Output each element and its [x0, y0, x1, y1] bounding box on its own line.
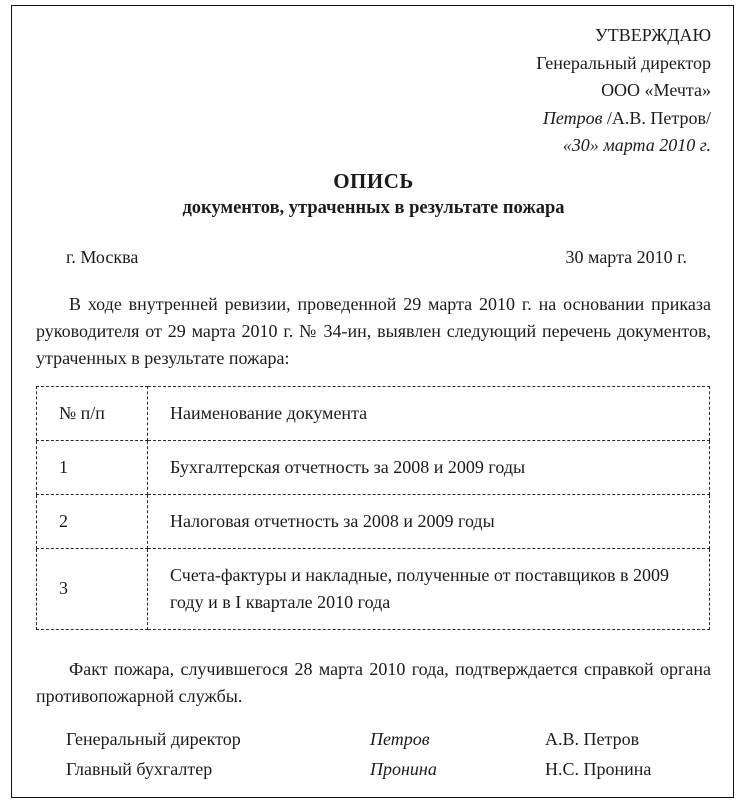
cell-number: 1	[37, 440, 148, 494]
cell-number: 2	[37, 494, 148, 548]
signature-name: А.В. Петров	[545, 728, 640, 749]
lost-documents-table	[36, 386, 710, 630]
signature-autograph: Пронина	[370, 758, 437, 779]
approval-word: УТВЕРЖДАЮ	[594, 25, 711, 45]
approval-role: Генеральный директор	[536, 52, 711, 73]
header-cell-name: Наименование документа	[148, 386, 710, 440]
table-row	[37, 494, 710, 548]
document-city: г. Москва	[66, 246, 139, 267]
signatures-block	[36, 724, 711, 784]
title-block	[36, 168, 711, 221]
page-subtitle: документов, утраченных в результате пожара	[182, 197, 565, 218]
signature-autograph: Петров	[370, 728, 430, 749]
approval-signature-line	[36, 105, 711, 133]
signature-row	[66, 754, 711, 784]
header-cell-number: № п/п	[37, 386, 148, 440]
signature-role: Главный бухгалтер	[66, 758, 213, 779]
cell-document-name: Налоговая отчетность за 2008 и 2009 годы	[148, 494, 710, 548]
approval-block	[36, 22, 711, 160]
place-date-row	[36, 247, 711, 267]
intro-paragraph: В ходе внутренней ревизии, проведенной 29 марта 2010 г. на основании приказа руководителя от 29 марта 2010 г. № 34-ин, выявлен следующий перечень документов, утраченных в результате пожара:	[36, 293, 711, 368]
signature-role: Генеральный директор	[66, 728, 241, 749]
cell-document-name: Бухгалтерская отчетность за 2008 и 2009 годы	[148, 440, 710, 494]
cell-document-name: Счета-фактуры и накладные, полученные от поставщиков в 2009 году и в I квартале 2010 года	[148, 548, 710, 629]
signature-row	[66, 724, 711, 754]
approval-company: ООО «Мечта»	[601, 80, 711, 100]
approval-date: «30» марта 2010 г.	[562, 135, 711, 155]
closing-paragraph: Факт пожара, случившегося 28 марта 2010 года, подтверждается справкой органа противопожарной службы.	[36, 658, 711, 706]
table-row	[37, 548, 710, 629]
page-title: ОПИСЬ	[333, 168, 414, 193]
document-frame	[11, 5, 734, 798]
table-header-row	[37, 386, 710, 440]
table-row	[37, 440, 710, 494]
approval-signature: Петров	[542, 107, 603, 128]
signature-name: Н.С. Пронина	[545, 758, 652, 779]
document-date: 30 марта 2010 г.	[565, 246, 687, 267]
cell-number: 3	[37, 548, 148, 629]
approval-signature-transcript: /А.В. Петров/	[602, 107, 711, 128]
